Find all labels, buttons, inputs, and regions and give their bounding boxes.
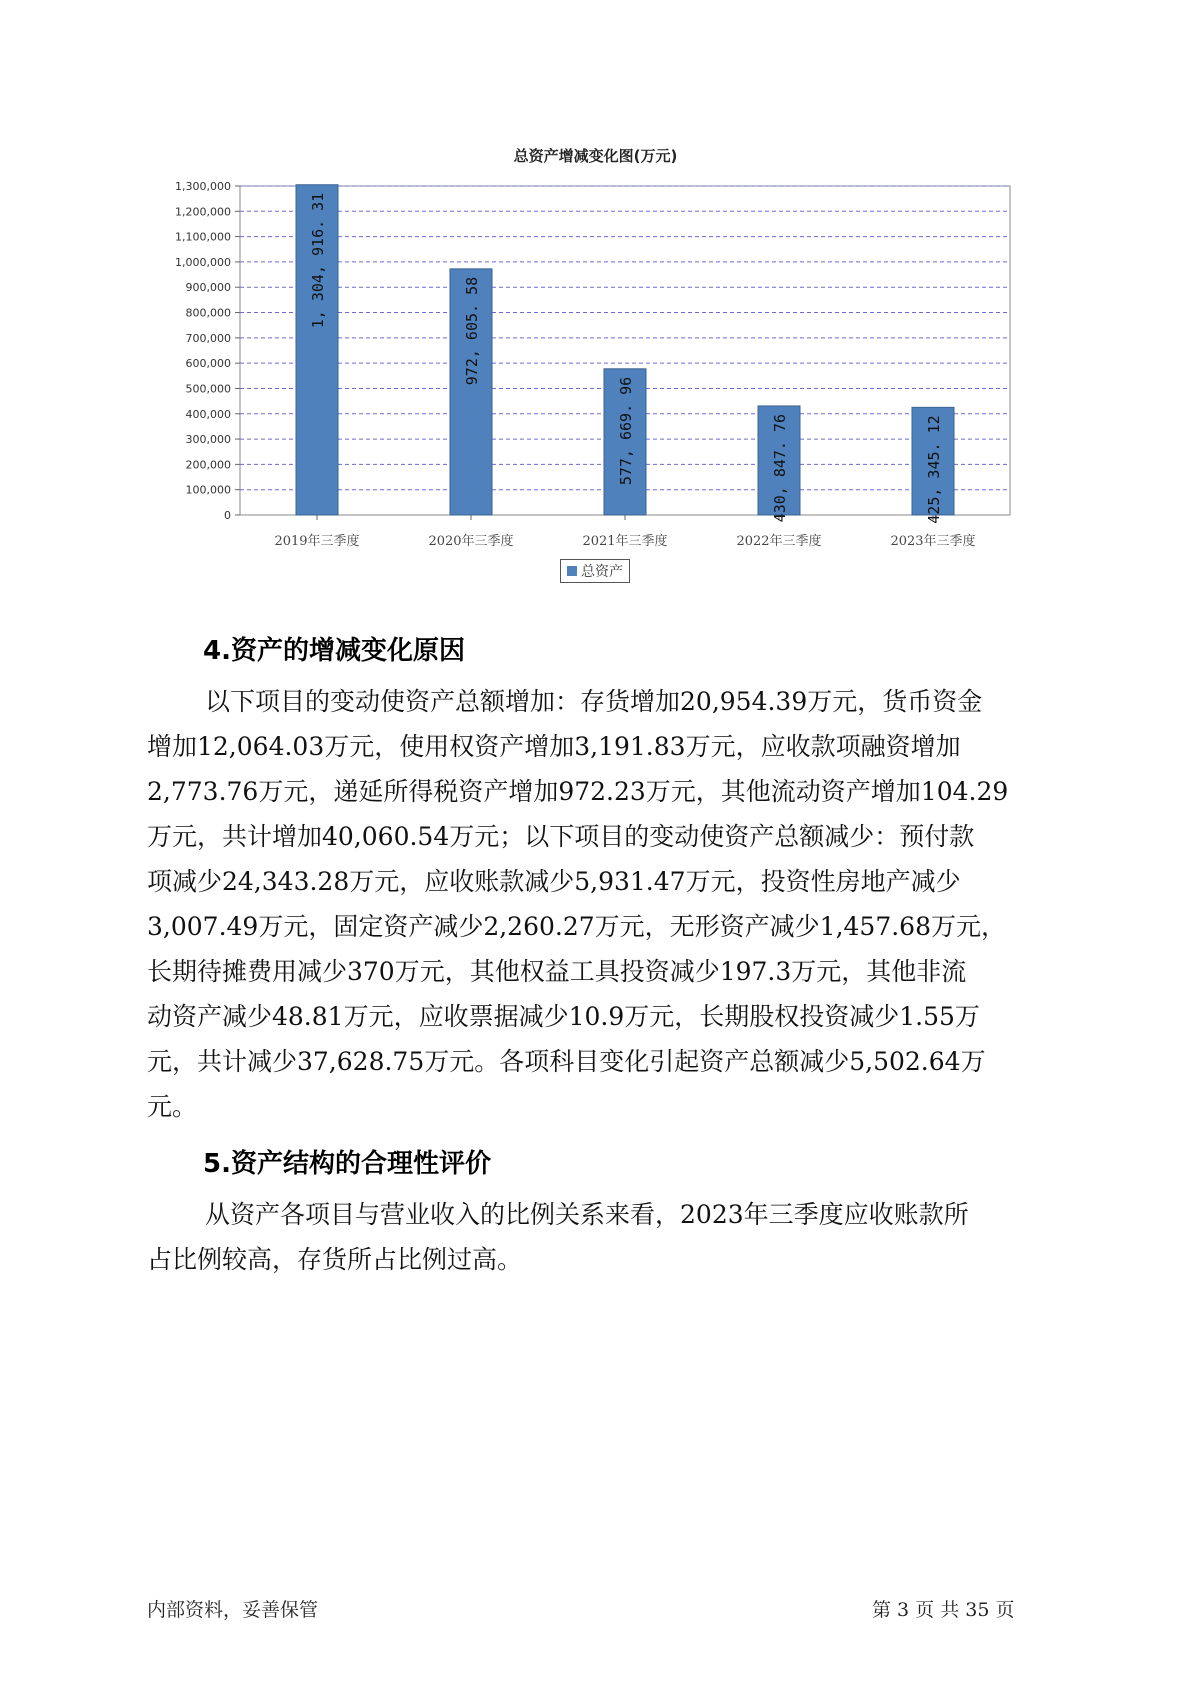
y-tick-label: 800,000	[185, 306, 231, 320]
y-tick-label: 100,000	[185, 483, 231, 497]
chart-legend	[560, 559, 630, 583]
bar-value-label: 972, 605. 58	[463, 276, 481, 386]
paragraph-line: 万元，共计增加40,060.54万元；以下项目的变动使资产总额减少：预付款	[147, 822, 975, 851]
y-tick-label: 1,300,000	[175, 180, 231, 193]
paragraph-line: 动资产减少48.81万元，应收票据减少10.9万元，长期股权投资减少1.55万	[147, 1002, 980, 1031]
y-tick-label: 600,000	[185, 357, 231, 371]
paragraph-line: 元。	[147, 1092, 198, 1121]
x-tick-label: 2022年三季度	[736, 534, 822, 549]
bar-value-label: 430, 847. 76	[771, 413, 789, 523]
y-tick-label: 1,200,000	[175, 205, 231, 219]
bar-value-label: 425, 345. 12	[925, 415, 943, 524]
chart-title: 总资产增减变化图(万元)	[513, 147, 678, 165]
y-tick-label: 400,000	[185, 407, 231, 421]
paragraph-line: 占比例较高，存货所占比例过高。	[147, 1245, 523, 1274]
x-tick-label: 2023年三季度	[890, 534, 976, 549]
paragraph-line: 3,007.49万元，固定资产减少2,260.27万元，无形资产减少1,457.68万元，	[147, 912, 1006, 941]
paragraph-line: 以下项目的变动使资产总额增加：存货增加20,954.39万元，货币资金	[205, 687, 983, 716]
y-tick-label: 300,000	[185, 433, 231, 447]
x-tick-label: 2020年三季度	[428, 534, 514, 549]
section-5-heading: 5.资产结构的合理性评价	[203, 1149, 491, 1179]
paragraph-line: 长期待摊费用减少370万元，其他权益工具投资减少197.3万元，其他非流	[147, 957, 967, 986]
y-tick-label: 200,000	[185, 458, 231, 472]
bar-value-label: 577, 669. 96	[617, 376, 635, 486]
y-tick-label: 900,000	[185, 281, 231, 295]
y-tick-label: 1,000,000	[175, 255, 231, 269]
paragraph-line: 元，共计减少37,628.75万元。各项科目变化引起资产总额减少5,502.64万	[147, 1047, 986, 1076]
y-tick-label: 0	[224, 509, 231, 522]
bar-value-label: 1, 304, 916. 31	[309, 192, 327, 329]
paragraph-line: 2,773.76万元，递延所得税资产增加972.23万元，其他流动资产增加104.29	[147, 777, 1009, 806]
legend-label: 总资产	[581, 564, 623, 580]
x-tick-label: 2019年三季度	[274, 534, 360, 549]
y-tick-label: 500,000	[185, 382, 231, 396]
x-tick-label: 2021年三季度	[582, 534, 668, 549]
paragraph-line: 项减少24,343.28万元，应收账款减少5,931.47万元，投资性房地产减少	[147, 867, 961, 896]
section-4-heading: 4.资产的增减变化原因	[203, 636, 465, 666]
paragraph-line: 增加12,064.03万元，使用权资产增加3,191.83万元，应收款项融资增加	[147, 732, 961, 761]
total-assets-bar-chart	[0, 0, 1191, 560]
paragraph-line: 从资产各项目与营业收入的比例关系来看，2023年三季度应收账款所	[205, 1200, 969, 1229]
footer-left: 内部资料，妥善保管	[147, 1599, 319, 1621]
legend-swatch	[567, 566, 577, 576]
footer-page-number: 第 3 页 共 35 页	[872, 1599, 1015, 1621]
y-tick-label: 700,000	[185, 331, 231, 345]
y-tick-label: 1,100,000	[175, 230, 231, 244]
